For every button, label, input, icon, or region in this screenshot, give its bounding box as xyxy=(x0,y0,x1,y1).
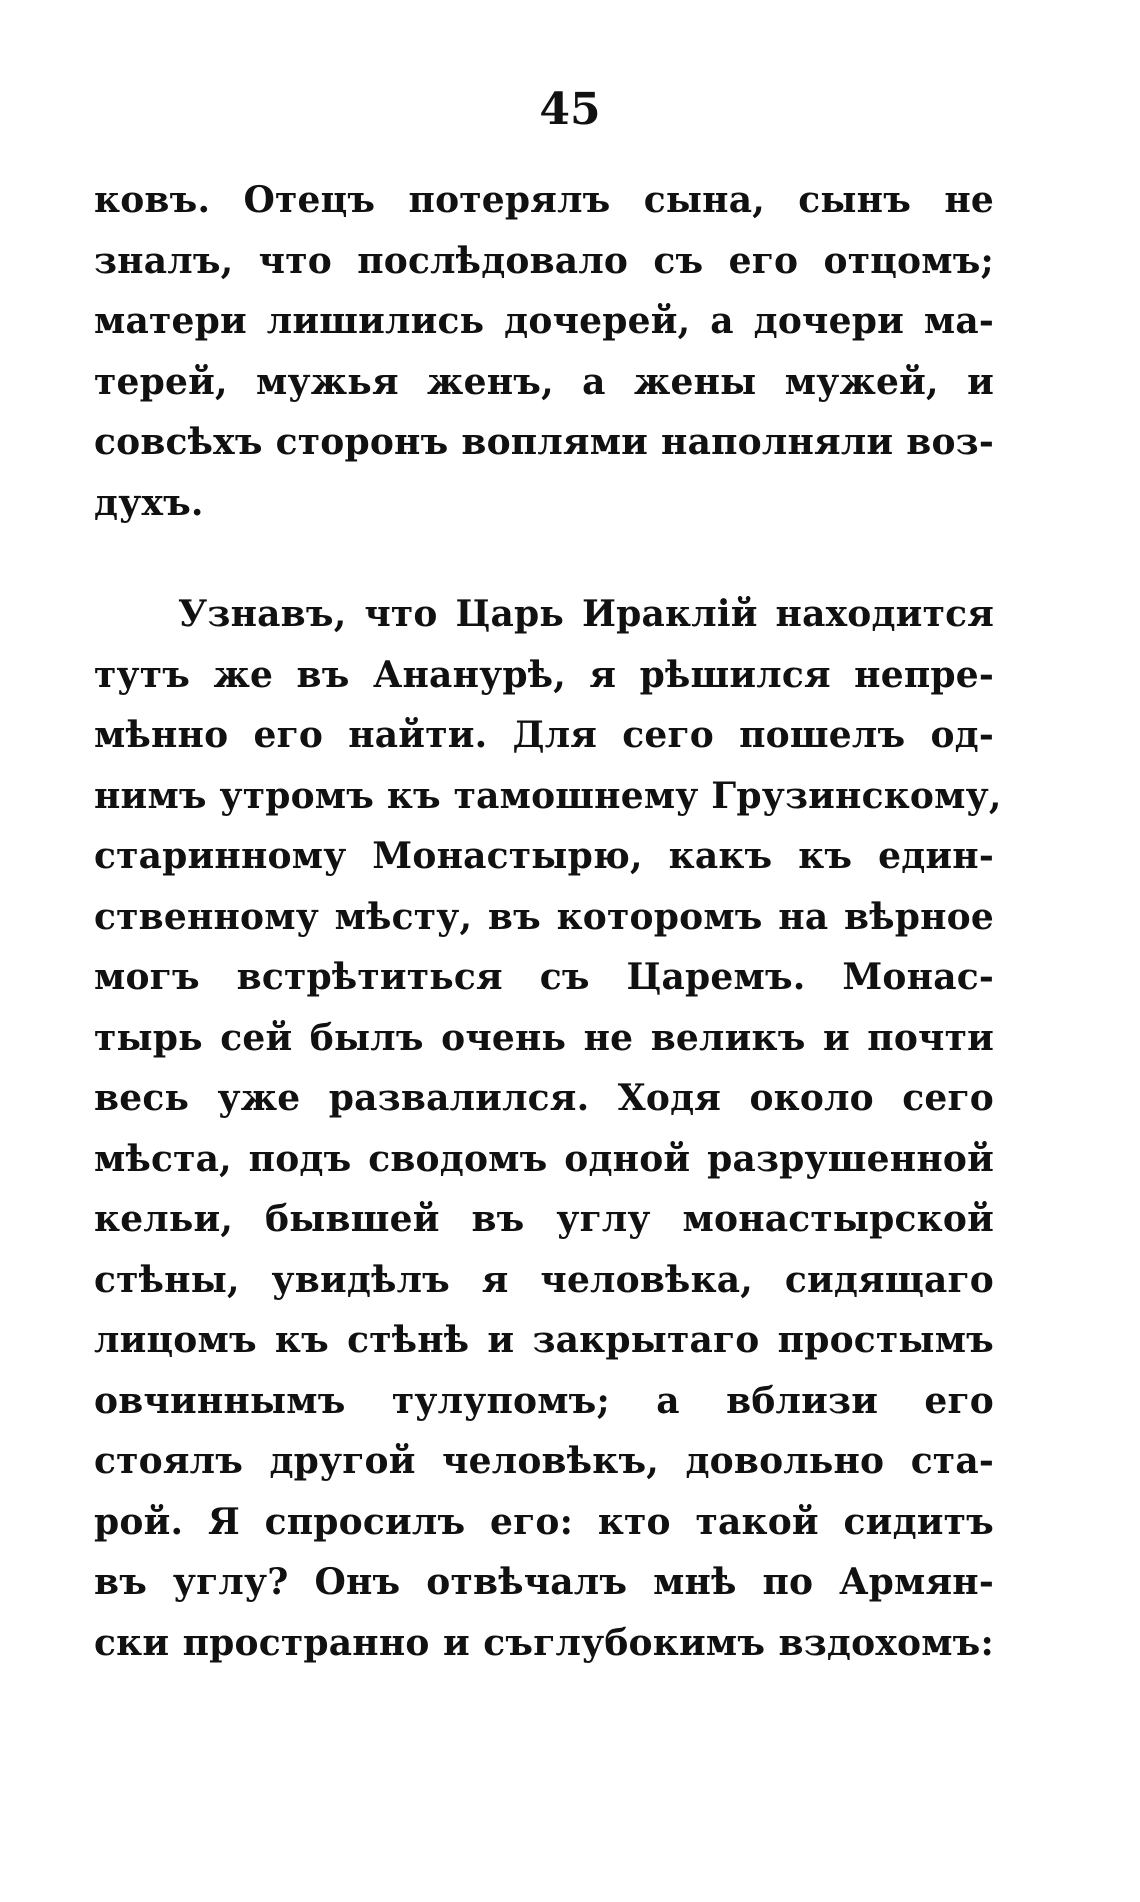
text-line: зналъ, что послѣдовало съ его отцомъ; xyxy=(94,239,994,282)
text-line: матери лишились дочерей, а дочери ма- xyxy=(94,300,994,342)
text-line: мѣнно его найти. Для сего пошелъ од- xyxy=(94,714,994,756)
text-line: кельи, бывшей въ углу монастырской xyxy=(94,1198,994,1240)
text-line: Узнавъ, что Царь Ираклій находится xyxy=(178,593,994,635)
text-line: ственному мѣсту, въ которомъ на вѣрное xyxy=(94,895,994,938)
text-line: рой. Я спросилъ его: кто такой сидитъ xyxy=(94,1500,994,1543)
text-line: ски пространно и съглубокимъ вздохомъ: xyxy=(94,1621,994,1664)
paragraph-2 xyxy=(94,584,1002,1673)
text-line: лицомъ къ стѣнѣ и закрытаго простымъ xyxy=(94,1319,994,1361)
text-line: духъ. xyxy=(94,481,204,524)
text-line: ковъ. Отецъ потерялъ сына, сынъ не xyxy=(94,179,994,221)
text-line: могъ встрѣтиться съ Царемъ. Монас- xyxy=(94,956,994,998)
paragraph-1 xyxy=(94,170,994,533)
text-line: весь уже развалился. Ходя около сего xyxy=(94,1077,994,1119)
page-number: 45 xyxy=(539,84,601,135)
text-line: терей, мужья женъ, а жены мужей, и xyxy=(94,360,994,403)
text-line: старинному Монастырю, какъ къ един- xyxy=(94,835,994,877)
text-line: въ углу? Онъ отвѣчалъ мнѣ по Армян- xyxy=(94,1561,994,1603)
text-line: овчиннымъ тулупомъ; а вблизи его xyxy=(94,1379,994,1422)
text-line: тутъ же въ Ананурѣ, я рѣшился непре- xyxy=(94,653,994,696)
text-line: стѣны, увидѣлъ я человѣка, сидящаго xyxy=(94,1258,994,1301)
text-line: нимъ утромъ къ тамошнему Грузинскому, xyxy=(94,774,1002,817)
text-line: тырь сей былъ очень не великъ и почти xyxy=(94,1016,994,1059)
text-line: мѣста, подъ сводомъ одной разрушенной xyxy=(94,1137,994,1180)
text-line: стоялъ другой человѣкъ, довольно ста- xyxy=(94,1440,994,1482)
text-line: совсѣхъ сторонъ воплями наполняли воз- xyxy=(94,421,994,463)
